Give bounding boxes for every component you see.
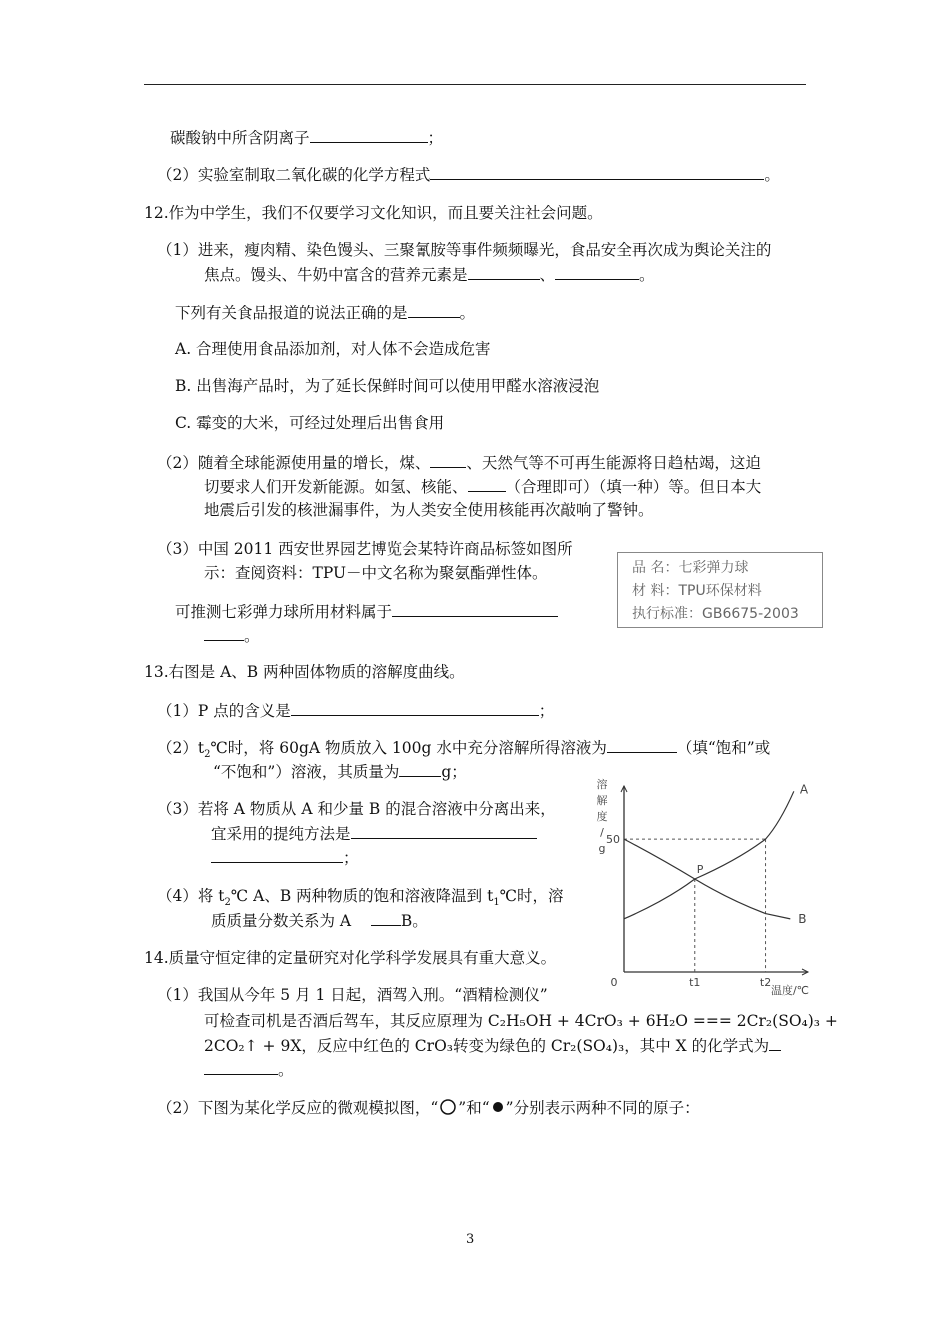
label-row-standard: 执行标准：GB6675-2003 — [632, 606, 799, 622]
text-line: 下列有关食品报道的说法正确的是 。 — [175, 301, 475, 324]
y-axis-label-char: / — [600, 826, 604, 839]
text-line: 可推测七彩弹力球所用材料属于 — [175, 600, 558, 623]
series-label-b: B — [798, 911, 807, 926]
text-line: （1）P 点的含义是 ； — [157, 699, 554, 722]
point-p-label: P — [696, 863, 704, 876]
text-line: “不饱和”）溶液，其质量为 g； — [213, 760, 467, 783]
y-tick-label: 50 — [606, 833, 620, 847]
hollow-circle-icon — [438, 1098, 458, 1116]
chart-guides — [624, 839, 766, 972]
solubility-chart — [588, 772, 828, 1002]
x-tick-label: t2 — [759, 976, 772, 989]
series-label-a: A — [799, 782, 809, 797]
text-line: （2）下图为某化学反应的微观模拟图，“ ”和“ ”分别表示两种不同的原子： — [157, 1099, 700, 1117]
question-12-title: 12.作为中学生，我们不仅要学习文化知识，而且要关注社会问题。 — [144, 204, 603, 222]
x-tick-label: 0 — [610, 976, 618, 989]
text-line: 切要求人们开发新能源。如氢、核能、 （合理即可）（填一种）等。但日本大 — [204, 475, 761, 498]
label-row-material: 材 料：TPU环保材料 — [632, 583, 762, 599]
y-axis-label-char: 溶 — [596, 778, 608, 791]
text-line: 可检查司机是否酒后驾车，其反应原理为 C₂H₅OH + 4CrO₃ + 6H₂O === 2Cr₂(SO₄)₃ + — [204, 1012, 838, 1030]
text-line: （2）实验室制取二氧化碳的化学方程式 。 — [157, 163, 780, 186]
text-line: 地震后引发的核泄漏事件，为人类安全使用核能再次敲响了警钟。 — [204, 501, 654, 519]
header-rule — [144, 84, 806, 85]
chart-series — [624, 791, 794, 919]
y-axis-label-char: 度 — [596, 810, 608, 823]
x-tick-label: t1 — [689, 976, 701, 989]
text-line: 质质量分数关系为 A B。 — [211, 909, 428, 932]
text-line: 示：查阅资料：TPU－中文名称为聚氨酯弹性体。 — [204, 564, 548, 582]
series-line-a — [624, 791, 794, 919]
text-line: 2CO₂↑ + 9X，反应中红色的 CrO₃转变为绿色的 Cr₂(SO₄)₃，其中 X 的化学式为 — [204, 1034, 781, 1057]
option-b: B. 出售海产品时，为了延长保鲜时间可以使用甲醛水溶液浸泡 — [175, 377, 600, 395]
text-line: 焦点。馒头、牛奶中富含的营养元素是 、 。 — [204, 263, 655, 286]
y-axis-label-char: g — [598, 842, 606, 855]
x-axis-label: 温度/℃ — [770, 984, 810, 997]
label-row-name: 品 名：七彩弹力球 — [632, 560, 749, 576]
option-a: A. 合理使用食品添加剂，对人体不会造成危害 — [175, 340, 491, 358]
question-13-title: 13.右图是 A、B 两种固体物质的溶解度曲线。 — [144, 663, 465, 681]
chart-labels — [597, 777, 810, 997]
chart-axes — [621, 786, 808, 975]
product-label-image — [617, 552, 823, 628]
page-number: 3 — [466, 1232, 475, 1247]
text-line: （1）进来，瘦肉精、染色馒头、三聚氰胺等事件频频曝光，食品安全再次成为舆论关注的 — [157, 241, 772, 259]
option-c: C. 霉变的大米，可经过处理后出售食用 — [175, 414, 445, 432]
text-line: （4）将 $t_2℃$ A、B 两种物质的饱和溶液降温到 $t_1℃$时，溶 — [157, 887, 564, 909]
text-line: 碳酸钠中所含阴离子 ； — [170, 126, 443, 149]
text-line: （3）中国 2011 西安世界园艺博览会某特许商品标签如图所 — [157, 540, 573, 558]
text-line: ； — [211, 846, 359, 869]
filled-circle-icon — [490, 1098, 506, 1116]
text-line: 。 — [204, 624, 260, 647]
text-line: 。 — [204, 1058, 294, 1081]
text-line: 宜采用的提纯方法是 — [211, 822, 537, 845]
text-line: $(2)t_2℃$时，将 60gA 物质放入 100g 水中充分溶解所得溶液为 （填“饱和”或 — [157, 736, 770, 766]
y-axis-label-char: 解 — [596, 794, 608, 807]
question-14-title: 14.质量守恒定律的定量研究对化学科学发展具有重大意义。 — [144, 949, 557, 967]
text-line: （3）若将 A 物质从 A 和少量 B 的混合溶液中分离出来， — [157, 800, 556, 818]
text-line: （2）随着全球能源使用量的增长，煤、 、天然气等不可再生能源将日趋枯竭，这迫 — [157, 451, 761, 474]
text-line: （1）我国从今年 5 月 1 日起，酒驾入刑。“酒精检测仪” — [157, 986, 548, 1004]
